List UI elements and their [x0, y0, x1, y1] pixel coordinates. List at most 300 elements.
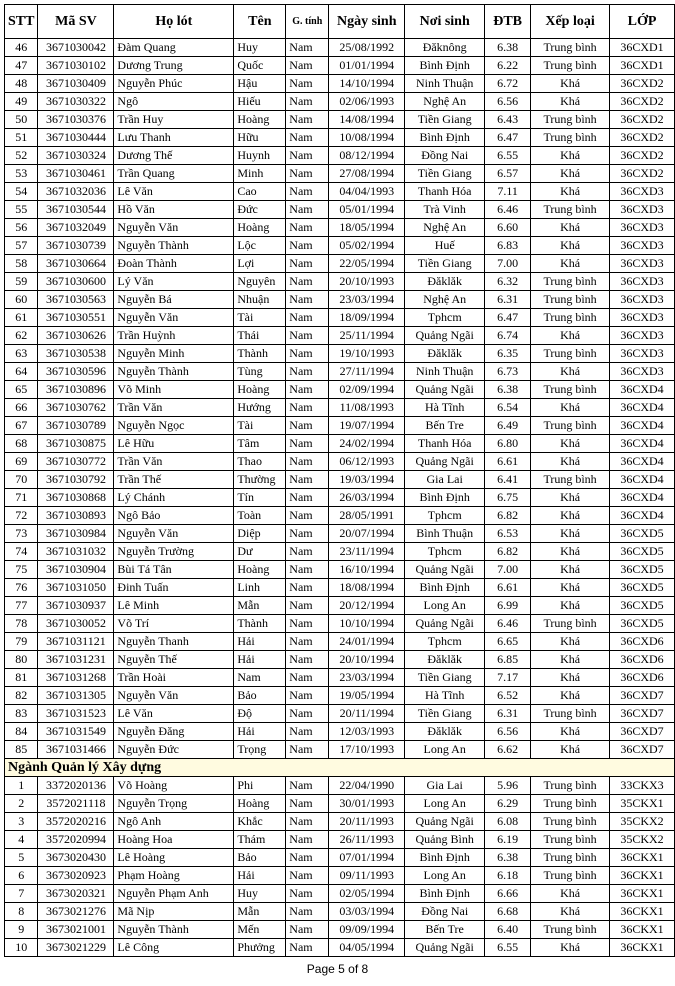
cell-ngay-sinh: 18/05/1994 [329, 219, 405, 237]
table-row [5, 363, 675, 381]
cell-stt: 66 [5, 399, 38, 417]
table-row [5, 201, 675, 219]
cell-ngay-sinh: 03/03/1994 [329, 903, 405, 921]
cell-stt: 74 [5, 543, 38, 561]
table-row [5, 453, 675, 471]
student-table [4, 4, 675, 957]
cell-xep-loai: Khá [531, 579, 610, 597]
cell-gioi-tinh: Nam [286, 795, 329, 813]
cell-ma-sv: 3671031523 [38, 705, 114, 723]
cell-ho-lot: Đàm Quang [114, 39, 234, 57]
cell-gioi-tinh: Nam [286, 615, 329, 633]
cell-dtb: 6.57 [485, 165, 531, 183]
cell-ma-sv: 3671030042 [38, 39, 114, 57]
cell-dtb: 6.35 [485, 345, 531, 363]
cell-noi-sinh: Tphcm [405, 507, 485, 525]
cell-ma-sv: 3671030937 [38, 597, 114, 615]
cell-ngay-sinh: 20/11/1993 [329, 813, 405, 831]
cell-gioi-tinh: Nam [286, 849, 329, 867]
cell-noi-sinh: Quảng Ngãi [405, 813, 485, 831]
cell-noi-sinh: Nghệ An [405, 291, 485, 309]
cell-noi-sinh: Tiền Giang [405, 669, 485, 687]
table-row [5, 579, 675, 597]
cell-xep-loai: Trung bình [531, 291, 610, 309]
cell-gioi-tinh: Nam [286, 93, 329, 111]
cell-ho-lot: Dương Thế [114, 147, 234, 165]
cell-gioi-tinh: Nam [286, 201, 329, 219]
cell-dtb: 6.80 [485, 435, 531, 453]
cell-gioi-tinh: Nam [286, 75, 329, 93]
cell-ma-sv: 3671030762 [38, 399, 114, 417]
cell-gioi-tinh: Nam [286, 777, 329, 795]
cell-ten: Diệp [234, 525, 286, 543]
cell-xep-loai: Khá [531, 669, 610, 687]
cell-noi-sinh: Tphcm [405, 309, 485, 327]
cell-lop: 36CXD7 [610, 687, 675, 705]
cell-ho-lot: Lê Văn [114, 183, 234, 201]
cell-ho-lot: Võ Hoàng [114, 777, 234, 795]
cell-ma-sv: 3671030664 [38, 255, 114, 273]
cell-xep-loai: Khá [531, 327, 610, 345]
cell-ho-lot: Võ Minh [114, 381, 234, 399]
cell-ten: Tâm [234, 435, 286, 453]
cell-stt: 78 [5, 615, 38, 633]
cell-ma-sv: 3671030904 [38, 561, 114, 579]
cell-ten: Lợi [234, 255, 286, 273]
cell-ngay-sinh: 25/11/1994 [329, 327, 405, 345]
cell-xep-loai: Trung bình [531, 273, 610, 291]
cell-ho-lot: Nguyễn Văn [114, 309, 234, 327]
cell-dtb: 6.31 [485, 291, 531, 309]
cell-lop: 36CXD3 [610, 273, 675, 291]
cell-ten: Tín [234, 489, 286, 507]
cell-gioi-tinh: Nam [286, 399, 329, 417]
cell-ngay-sinh: 07/01/1994 [329, 849, 405, 867]
cell-gioi-tinh: Nam [286, 291, 329, 309]
cell-gioi-tinh: Nam [286, 57, 329, 75]
cell-gioi-tinh: Nam [286, 129, 329, 147]
cell-dtb: 6.40 [485, 921, 531, 939]
cell-ten: Phưởng [234, 939, 286, 957]
table-row [5, 615, 675, 633]
cell-dtb: 7.00 [485, 561, 531, 579]
cell-stt: 58 [5, 255, 38, 273]
cell-xep-loai: Trung bình [531, 417, 610, 435]
cell-ma-sv: 3671030052 [38, 615, 114, 633]
cell-noi-sinh: Quảng Ngãi [405, 939, 485, 957]
table-row [5, 795, 675, 813]
cell-stt: 76 [5, 579, 38, 597]
cell-dtb: 6.46 [485, 615, 531, 633]
table-row [5, 633, 675, 651]
cell-lop: 33CKX3 [610, 777, 675, 795]
cell-noi-sinh: Ninh Thuận [405, 75, 485, 93]
cell-ma-sv: 3671032049 [38, 219, 114, 237]
table-row [5, 597, 675, 615]
cell-gioi-tinh: Nam [286, 813, 329, 831]
cell-ngay-sinh: 19/05/1994 [329, 687, 405, 705]
cell-lop: 36CXD3 [610, 219, 675, 237]
cell-xep-loai: Khá [531, 507, 610, 525]
cell-stt: 73 [5, 525, 38, 543]
table-row [5, 687, 675, 705]
cell-lop: 36CXD4 [610, 435, 675, 453]
cell-lop: 36CXD4 [610, 417, 675, 435]
cell-ngay-sinh: 05/02/1994 [329, 237, 405, 255]
cell-ten: Tài [234, 417, 286, 435]
cell-ho-lot: Trần Thế [114, 471, 234, 489]
cell-dtb: 6.61 [485, 453, 531, 471]
cell-stt: 80 [5, 651, 38, 669]
cell-dtb: 6.46 [485, 201, 531, 219]
cell-ngay-sinh: 23/11/1994 [329, 543, 405, 561]
cell-gioi-tinh: Nam [286, 147, 329, 165]
header-gioi-tinh: G. tính [286, 5, 329, 39]
cell-noi-sinh: Quảng Ngãi [405, 561, 485, 579]
cell-ho-lot: Ngô Anh [114, 813, 234, 831]
table-row [5, 849, 675, 867]
cell-gioi-tinh: Nam [286, 885, 329, 903]
cell-stt: 50 [5, 111, 38, 129]
cell-gioi-tinh: Nam [286, 471, 329, 489]
cell-ngay-sinh: 26/11/1993 [329, 831, 405, 849]
cell-noi-sinh: Đăknông [405, 39, 485, 57]
cell-stt: 85 [5, 741, 38, 759]
cell-ten: Toàn [234, 507, 286, 525]
cell-dtb: 6.73 [485, 363, 531, 381]
cell-gioi-tinh: Nam [286, 669, 329, 687]
cell-lop: 36CXD2 [610, 129, 675, 147]
cell-gioi-tinh: Nam [286, 111, 329, 129]
cell-dtb: 6.31 [485, 705, 531, 723]
table-row [5, 57, 675, 75]
cell-ma-sv: 3671030461 [38, 165, 114, 183]
cell-ngay-sinh: 14/10/1994 [329, 75, 405, 93]
cell-ho-lot: Nguyễn Văn [114, 219, 234, 237]
cell-lop: 36CXD7 [610, 741, 675, 759]
cell-noi-sinh: Trà Vinh [405, 201, 485, 219]
cell-noi-sinh: Đăklăk [405, 273, 485, 291]
cell-ma-sv: 3671030868 [38, 489, 114, 507]
cell-ho-lot: Nguyễn Văn [114, 687, 234, 705]
cell-lop: 36CKX1 [610, 849, 675, 867]
cell-ngay-sinh: 04/04/1993 [329, 183, 405, 201]
cell-dtb: 6.54 [485, 399, 531, 417]
cell-stt: 62 [5, 327, 38, 345]
cell-ho-lot: Trần Huỳnh [114, 327, 234, 345]
cell-ma-sv: 3572020994 [38, 831, 114, 849]
cell-ngay-sinh: 20/10/1994 [329, 651, 405, 669]
cell-ma-sv: 3671030551 [38, 309, 114, 327]
cell-noi-sinh: Đăklăk [405, 651, 485, 669]
cell-gioi-tinh: Nam [286, 831, 329, 849]
cell-xep-loai: Khá [531, 363, 610, 381]
cell-stt: 84 [5, 723, 38, 741]
cell-dtb: 6.99 [485, 597, 531, 615]
table-row [5, 165, 675, 183]
table-row [5, 399, 675, 417]
cell-ten: Thao [234, 453, 286, 471]
cell-ho-lot: Lê Hoàng [114, 849, 234, 867]
cell-ho-lot: Trần Văn [114, 453, 234, 471]
cell-ten: Độ [234, 705, 286, 723]
cell-ngay-sinh: 10/08/1994 [329, 129, 405, 147]
cell-noi-sinh: Tiền Giang [405, 111, 485, 129]
cell-ten: Nhuận [234, 291, 286, 309]
cell-lop: 35CKX2 [610, 831, 675, 849]
cell-ten: Thành [234, 345, 286, 363]
cell-stt: 60 [5, 291, 38, 309]
cell-ten: Huy [234, 885, 286, 903]
cell-lop: 36CXD7 [610, 723, 675, 741]
cell-stt: 51 [5, 129, 38, 147]
cell-ho-lot: Nguyễn Thành [114, 921, 234, 939]
cell-ma-sv: 3671031050 [38, 579, 114, 597]
table-row [5, 669, 675, 687]
cell-lop: 36CXD4 [610, 453, 675, 471]
table-row [5, 147, 675, 165]
cell-ho-lot: Nguyễn Phúc [114, 75, 234, 93]
table-row [5, 939, 675, 957]
cell-noi-sinh: Ninh Thuận [405, 363, 485, 381]
cell-lop: 36CXD4 [610, 381, 675, 399]
cell-dtb: 6.56 [485, 723, 531, 741]
cell-gioi-tinh: Nam [286, 417, 329, 435]
cell-ngay-sinh: 14/08/1994 [329, 111, 405, 129]
cell-noi-sinh: Nghệ An [405, 219, 485, 237]
cell-gioi-tinh: Nam [286, 363, 329, 381]
cell-noi-sinh: Bình Định [405, 489, 485, 507]
cell-ma-sv: 3671030896 [38, 381, 114, 399]
cell-ma-sv: 3671031231 [38, 651, 114, 669]
cell-ngay-sinh: 19/10/1993 [329, 345, 405, 363]
cell-lop: 36CXD5 [610, 615, 675, 633]
cell-ma-sv: 3671031549 [38, 723, 114, 741]
cell-ma-sv: 3671030409 [38, 75, 114, 93]
cell-ngay-sinh: 19/03/1994 [329, 471, 405, 489]
cell-ten: Quốc [234, 57, 286, 75]
cell-dtb: 6.56 [485, 93, 531, 111]
cell-dtb: 6.55 [485, 939, 531, 957]
cell-ho-lot: Nguyễn Đức [114, 741, 234, 759]
cell-ten: Tài [234, 309, 286, 327]
cell-noi-sinh: Long An [405, 795, 485, 813]
cell-dtb: 6.75 [485, 489, 531, 507]
cell-lop: 36CXD2 [610, 147, 675, 165]
cell-noi-sinh: Long An [405, 597, 485, 615]
cell-noi-sinh: Long An [405, 867, 485, 885]
cell-ma-sv: 3671030984 [38, 525, 114, 543]
cell-ngay-sinh: 20/12/1994 [329, 597, 405, 615]
cell-dtb: 6.32 [485, 273, 531, 291]
cell-stt: 71 [5, 489, 38, 507]
cell-ngay-sinh: 01/01/1994 [329, 57, 405, 75]
cell-ho-lot: Ngô [114, 93, 234, 111]
cell-gioi-tinh: Nam [286, 255, 329, 273]
cell-ma-sv: 3671030544 [38, 201, 114, 219]
cell-ngay-sinh: 30/01/1993 [329, 795, 405, 813]
table-row [5, 525, 675, 543]
cell-xep-loai: Trung bình [531, 705, 610, 723]
cell-ngay-sinh: 24/01/1994 [329, 633, 405, 651]
cell-stt: 46 [5, 39, 38, 57]
cell-ngay-sinh: 05/01/1994 [329, 201, 405, 219]
cell-xep-loai: Trung bình [531, 201, 610, 219]
table-row [5, 219, 675, 237]
cell-ho-lot: Lê Văn [114, 705, 234, 723]
cell-ten: Minh [234, 165, 286, 183]
cell-ten: Cao [234, 183, 286, 201]
cell-stt: 82 [5, 687, 38, 705]
cell-ho-lot: Nguyễn Văn [114, 525, 234, 543]
cell-ngay-sinh: 22/05/1994 [329, 255, 405, 273]
cell-ten: Trọng [234, 741, 286, 759]
cell-noi-sinh: Bình Thuận [405, 525, 485, 543]
cell-lop: 36CXD3 [610, 291, 675, 309]
cell-ngay-sinh: 06/12/1993 [329, 453, 405, 471]
table-body-xay-dung [5, 39, 675, 759]
cell-stt: 57 [5, 237, 38, 255]
cell-stt: 52 [5, 147, 38, 165]
cell-ngay-sinh: 10/10/1994 [329, 615, 405, 633]
header-ten: Tên [234, 5, 286, 39]
cell-gioi-tinh: Nam [286, 327, 329, 345]
cell-ngay-sinh: 02/09/1994 [329, 381, 405, 399]
table-row [5, 705, 675, 723]
table-row [5, 255, 675, 273]
cell-dtb: 6.38 [485, 39, 531, 57]
cell-xep-loai: Khá [531, 687, 610, 705]
cell-ten: Mẫn [234, 903, 286, 921]
cell-xep-loai: Khá [531, 633, 610, 651]
cell-noi-sinh: Tiền Giang [405, 255, 485, 273]
cell-stt: 75 [5, 561, 38, 579]
cell-dtb: 6.29 [485, 795, 531, 813]
cell-dtb: 6.82 [485, 543, 531, 561]
table-row [5, 471, 675, 489]
header-ho-lot: Họ lót [114, 5, 234, 39]
cell-gioi-tinh: Nam [286, 453, 329, 471]
cell-ngay-sinh: 12/03/1993 [329, 723, 405, 741]
cell-noi-sinh: Bến Tre [405, 417, 485, 435]
cell-ma-sv: 3673020321 [38, 885, 114, 903]
cell-xep-loai: Trung bình [531, 615, 610, 633]
cell-noi-sinh: Nghệ An [405, 93, 485, 111]
cell-xep-loai: Khá [531, 453, 610, 471]
cell-xep-loai: Khá [531, 903, 610, 921]
cell-xep-loai: Trung bình [531, 813, 610, 831]
cell-dtb: 6.22 [485, 57, 531, 75]
cell-noi-sinh: Thanh Hóa [405, 183, 485, 201]
header-stt: STT [5, 5, 38, 39]
cell-gioi-tinh: Nam [286, 903, 329, 921]
table-row [5, 723, 675, 741]
cell-gioi-tinh: Nam [286, 597, 329, 615]
cell-noi-sinh: Quảng Ngãi [405, 327, 485, 345]
cell-xep-loai: Khá [531, 147, 610, 165]
cell-stt: 72 [5, 507, 38, 525]
cell-ma-sv: 3671030789 [38, 417, 114, 435]
cell-xep-loai: Khá [531, 525, 610, 543]
cell-ngay-sinh: 08/12/1994 [329, 147, 405, 165]
table-row [5, 345, 675, 363]
cell-ten: Hậu [234, 75, 286, 93]
cell-ma-sv: 3673020923 [38, 867, 114, 885]
cell-ma-sv: 3671032036 [38, 183, 114, 201]
cell-stt: 69 [5, 453, 38, 471]
cell-ma-sv: 3671030102 [38, 57, 114, 75]
cell-noi-sinh: Bến Tre [405, 921, 485, 939]
cell-ngay-sinh: 02/06/1993 [329, 93, 405, 111]
cell-noi-sinh: Long An [405, 741, 485, 759]
table-row [5, 417, 675, 435]
cell-ho-lot: Trần Văn [114, 399, 234, 417]
cell-ma-sv: 3671031305 [38, 687, 114, 705]
table-row [5, 309, 675, 327]
cell-ho-lot: Nguyễn Phạm Anh [114, 885, 234, 903]
cell-dtb: 6.52 [485, 687, 531, 705]
cell-ten: Hải [234, 867, 286, 885]
cell-ngay-sinh: 09/09/1994 [329, 921, 405, 939]
cell-ho-lot: Hồ Văn [114, 201, 234, 219]
cell-noi-sinh: Quảng Ngãi [405, 381, 485, 399]
cell-ngay-sinh: 16/10/1994 [329, 561, 405, 579]
cell-lop: 35CKX2 [610, 813, 675, 831]
cell-ngay-sinh: 27/11/1994 [329, 363, 405, 381]
header-ngay-sinh: Ngày sinh [329, 5, 405, 39]
cell-xep-loai: Trung bình [531, 381, 610, 399]
cell-noi-sinh: Bình Định [405, 849, 485, 867]
cell-gioi-tinh: Nam [286, 687, 329, 705]
cell-xep-loai: Trung bình [531, 129, 610, 147]
cell-ma-sv: 3673020430 [38, 849, 114, 867]
cell-ma-sv: 3671030792 [38, 471, 114, 489]
cell-noi-sinh: Bình Định [405, 129, 485, 147]
cell-xep-loai: Khá [531, 183, 610, 201]
cell-stt: 8 [5, 903, 38, 921]
cell-dtb: 7.11 [485, 183, 531, 201]
cell-xep-loai: Trung bình [531, 867, 610, 885]
table-row [5, 327, 675, 345]
table-row [5, 903, 675, 921]
cell-ten: Nguyên [234, 273, 286, 291]
cell-dtb: 7.00 [485, 255, 531, 273]
cell-dtb: 6.53 [485, 525, 531, 543]
cell-gioi-tinh: Nam [286, 633, 329, 651]
header-lop: LỚP [610, 5, 675, 39]
cell-dtb: 6.68 [485, 903, 531, 921]
cell-ho-lot: Nguyễn Thanh [114, 633, 234, 651]
table-row [5, 921, 675, 939]
cell-gioi-tinh: Nam [286, 741, 329, 759]
cell-ho-lot: Mã Nịp [114, 903, 234, 921]
cell-ngay-sinh: 20/10/1993 [329, 273, 405, 291]
cell-dtb: 6.41 [485, 471, 531, 489]
cell-noi-sinh: Gia Lai [405, 471, 485, 489]
cell-gioi-tinh: Nam [286, 507, 329, 525]
cell-ten: Nam [234, 669, 286, 687]
cell-xep-loai: Khá [531, 219, 610, 237]
cell-ma-sv: 3671030772 [38, 453, 114, 471]
cell-ho-lot: Nguyễn Ngọc [114, 417, 234, 435]
cell-gioi-tinh: Nam [286, 489, 329, 507]
cell-gioi-tinh: Nam [286, 435, 329, 453]
cell-noi-sinh: Đồng Nai [405, 147, 485, 165]
cell-gioi-tinh: Nam [286, 543, 329, 561]
cell-noi-sinh: Hà Tĩnh [405, 687, 485, 705]
cell-lop: 36CXD3 [610, 201, 675, 219]
cell-ten: Hướng [234, 399, 286, 417]
